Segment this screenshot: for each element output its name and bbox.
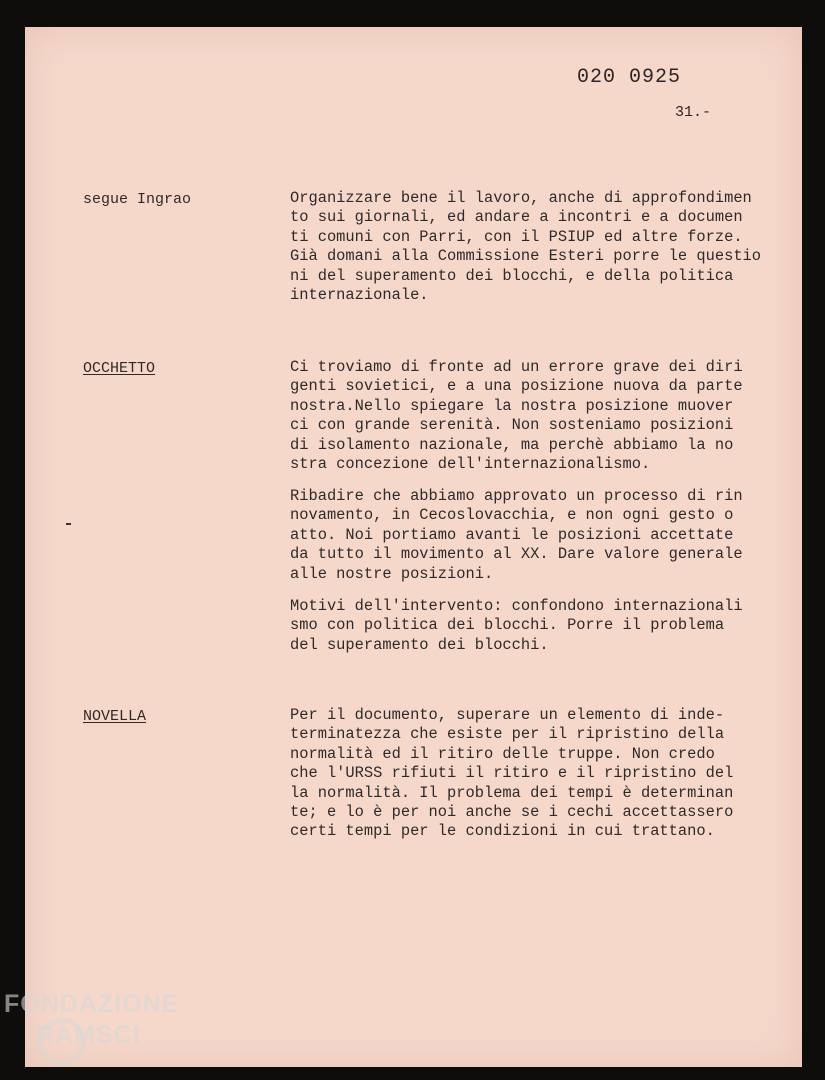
paragraph-occhetto-1 bbox=[290, 358, 770, 474]
speaker-ingrao: segue Ingrao bbox=[83, 191, 192, 208]
watermark-line-1: FONDAZIONE bbox=[4, 990, 180, 1018]
text-line: ni del superamento dei blocchi, e della politica bbox=[290, 266, 734, 285]
text-line: che l'URSS rifiuti il ritiro e il ripristino del bbox=[290, 764, 734, 783]
paragraph-ingrao-1 bbox=[290, 189, 770, 305]
text-line: la normalità. Il problema dei tempi è determinan bbox=[290, 783, 734, 802]
paragraph-occhetto-3 bbox=[290, 597, 770, 655]
text-line: internazionale. bbox=[290, 286, 429, 305]
text-line: genti sovietici, e a una posizione nuova da parte bbox=[290, 377, 743, 396]
text-line: Per il documento, superare un elemento di inde- bbox=[290, 706, 725, 724]
text-line: smo con politica dei blocchi. Porre il problema bbox=[290, 616, 725, 635]
paragraph-novella-1 bbox=[290, 706, 770, 842]
text-line: to sui giornali, ed andare a incontri e a documen bbox=[290, 208, 743, 227]
text-line: certi tempi per le condizioni in cui trattano. bbox=[290, 822, 715, 841]
text-line: del superamento dei blocchi. bbox=[290, 635, 549, 654]
speaker-occhetto: OCCHETTO bbox=[83, 360, 156, 377]
document-number: 020 0925 bbox=[577, 66, 682, 89]
text-line: ci con grande serenità. Non sosteniamo posizioni bbox=[290, 416, 734, 435]
fondazione-gramsci-watermark bbox=[4, 990, 179, 1050]
text-line: di isolamento nazionale, ma perchè abbiamo la no bbox=[290, 435, 734, 454]
text-line: Già domani alla Commissione Esteri porre le questio bbox=[290, 247, 762, 266]
text-line: Ci troviamo di fronte ad un errore grave dei diri bbox=[290, 358, 743, 376]
speaker-novella: NOVELLA bbox=[83, 708, 147, 725]
text-line: nostra.Nello spiegare la nostra posizione muover bbox=[290, 396, 734, 415]
text-line: stra concezione dell'internazionalismo. bbox=[290, 455, 651, 474]
text-line: novamento, in Cecoslovacchia, e non ogni gesto o bbox=[290, 506, 734, 525]
margin-mark bbox=[66, 523, 71, 525]
text-line: atto. Noi portiamo avanti le posizioni accettate bbox=[290, 525, 734, 544]
text-line: Organizzare bene il lavoro, anche di approfondimen bbox=[290, 189, 752, 207]
watermark-g-icon bbox=[38, 1018, 86, 1066]
watermark-line-2: RAMSCI bbox=[36, 1021, 141, 1049]
paragraph-occhetto-2 bbox=[290, 487, 770, 584]
text-line: alle nostre posizioni. bbox=[290, 564, 494, 583]
text-line: normalità ed il ritiro delle truppe. Non credo bbox=[290, 744, 715, 763]
text-line: Motivi dell'intervento: confondono internazionali bbox=[290, 597, 743, 615]
text-line: Ribadire che abbiamo approvato un processo di rin bbox=[290, 487, 743, 505]
text-line: ti comuni con Parri, con il PSIUP ed altre forze. bbox=[290, 227, 743, 246]
text-line: terminatezza che esiste per il ripristino della bbox=[290, 725, 725, 744]
text-line: da tutto il movimento al XX. Dare valore generale bbox=[290, 545, 743, 564]
page-number: 31.- bbox=[675, 104, 712, 121]
text-line: te; e lo è per noi anche se i cechi accettassero bbox=[290, 803, 734, 822]
